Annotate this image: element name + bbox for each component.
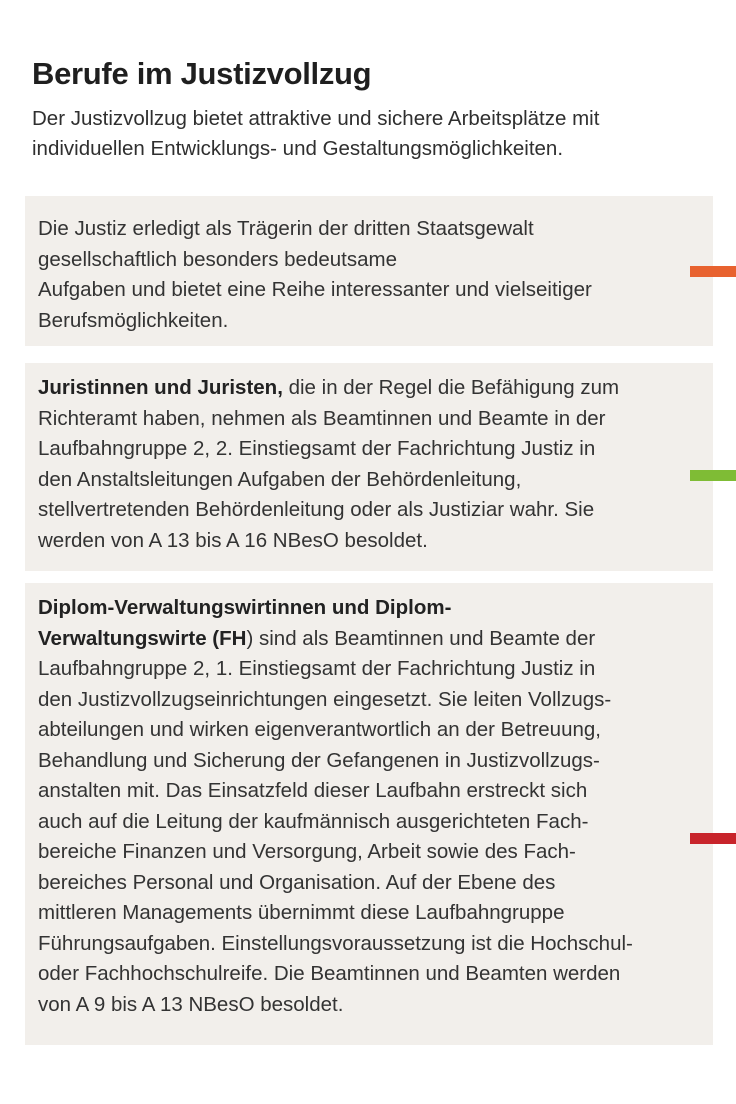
text-line: Laufbahngruppe 2, 1. Einstiegsamt der Fachrichtung Justiz in <box>38 657 596 680</box>
text-line: abteilungen und wirken eigenverantwortlich an der Betreuung, <box>38 718 601 741</box>
text-line: den Justizvollzugseinrichtungen eingesetzt. Sie leiten Vollzugs- <box>38 687 612 711</box>
jurists-section <box>25 363 713 571</box>
text-line: Führungsaufgaben. Einstellungsvoraussetzung ist die Hochschul- <box>38 931 633 955</box>
text-line: Aufgaben und bietet eine Reihe interessanter und vielseitiger <box>38 278 592 301</box>
text-line: den Anstaltsleitungen Aufgaben der Behördenleitung, <box>38 467 522 491</box>
text-line: stellvertretenden Behördenleitung oder als Justiziar wahr. Sie <box>38 498 595 521</box>
page-title: Berufe im Justizvollzug <box>32 56 372 91</box>
text-line: Berufsmöglichkeiten. <box>38 308 229 332</box>
text-line: Die Justiz erledigt als Trägerin der dritten Staatsgewalt <box>38 217 534 240</box>
text-line <box>38 373 701 404</box>
text-line: Richteramt haben, nehmen als Beamtinnen und Beamte in der <box>38 406 606 430</box>
intro-section <box>25 196 713 346</box>
text-line: werden von A 13 bis A 16 NBesO besoldet. <box>38 528 428 552</box>
administrators-section <box>25 583 713 1045</box>
page-subtitle: Der Justizvollzug bietet attraktive und sichere Arbeitsplätze mit individuellen Entwicklungs- und Gestaltungsmöglichkeiten. <box>32 107 600 160</box>
section-heading-cont: Verwaltungswirte (FH <box>38 626 247 650</box>
section-marker-green <box>690 470 736 481</box>
text-line: Laufbahngruppe 2, 2. Einstiegsamt der Fachrichtung Justiz in <box>38 437 596 460</box>
text-line: anstalten mit. Das Einsatzfeld dieser Laufbahn erstreckt sich <box>38 779 588 802</box>
text-line <box>38 624 701 655</box>
section-heading: Juristinnen und Juristen, <box>38 376 283 399</box>
text-line: von A 9 bis A 13 NBesO besoldet. <box>38 992 344 1016</box>
text-fragment: die in der Regel die Befähigung zum <box>282 376 620 399</box>
section-marker-orange <box>690 266 736 277</box>
text-line: auch auf die Leitung der kaufmännisch ausgerichteten Fach- <box>38 809 589 833</box>
text-fragment: ) sind als Beamtinnen und Beamte der <box>246 626 596 650</box>
text-line: bereiches Personal und Organisation. Auf der Ebene des <box>38 870 556 894</box>
text-line <box>38 593 701 624</box>
section-heading: Diplom-Verwaltungswirtinnen und Diplom- <box>38 596 452 619</box>
text-line: oder Fachhochschulreife. Die Beamtinnen und Beamten werden <box>38 962 621 985</box>
text-line: mittleren Managements übernimmt diese Laufbahngruppe <box>38 901 565 924</box>
section-marker-red <box>690 833 736 844</box>
text-line: Behandlung und Sicherung der Gefangenen in Justizvollzugs- <box>38 748 600 772</box>
text-line: gesellschaftlich besonders bedeutsame <box>38 247 397 271</box>
text-line: bereiche Finanzen und Versorgung, Arbeit sowie des Fach- <box>38 840 576 863</box>
